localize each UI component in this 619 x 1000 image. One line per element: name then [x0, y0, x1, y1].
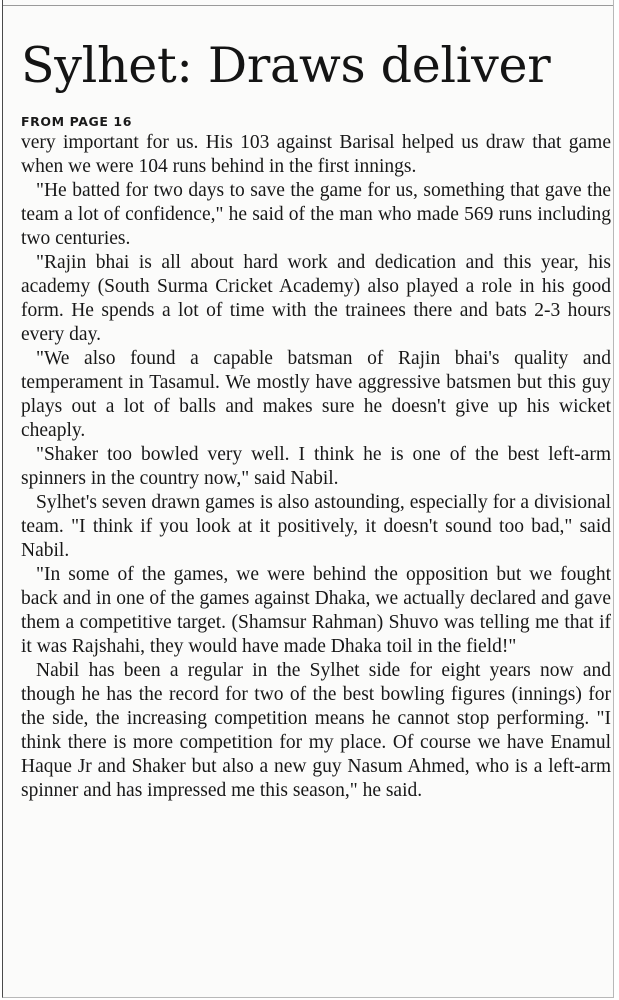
article-paragraph: "He batted for two days to save the game for us, something that gave the team a lot of confidence," he said of the man who made 569 runs including two centuries.	[21, 180, 611, 249]
article-paragraph: very important for us. His 103 against Barisal helped us draw that game when we were 104 runs behind in the first innings.	[21, 132, 611, 177]
article-paragraph: Nabil has been a regular in the Sylhet side for eight years now and though he has the record for two of the best bowling figures (innings) for the side, the increasing competition means he cannot stop performing. "I think there is more competition for my place. Of course we have Enamul Haque Jr and Shaker but also a new guy Nasum Ahmed, who is a left-arm spinner and has impressed me this season," he said.	[21, 660, 611, 801]
headline: Sylhet: Draws deliver	[21, 37, 551, 94]
article-paragraph: "Shaker too bowled very well. I think he is one of the best left-arm spinners in the country now," said Nabil.	[21, 444, 611, 489]
top-rule	[3, 0, 613, 6]
article-paragraph: "We also found a capable batsman of Rajin bhai's quality and temperament in Tasamul. We mostly have aggressive batsmen but this guy plays out a lot of balls and makes sure he doesn't give up his wicket cheaply.	[21, 348, 611, 441]
newspaper-clipping	[2, 0, 614, 998]
continued-from-label: FROM PAGE 16	[21, 114, 133, 129]
article-paragraph: Sylhet's seven drawn games is also astounding, especially for a divisional team. "I think if you look at it positively, it doesn't sound too bad," said Nabil.	[21, 492, 611, 561]
article-body	[21, 131, 611, 803]
article-paragraph: "Rajin bhai is all about hard work and dedication and this year, his academy (South Surma Cricket Academy) also played a role in his good form. He spends a lot of time with the trainees there and bats 2-3 hours every day.	[21, 252, 611, 345]
article-paragraph: "In some of the games, we were behind the opposition but we fought back and in one of the games against Dhaka, we actually declared and gave them a competitive target. (Shamsur Rahman) Shuvo was telling me that if it was Rajshahi, they would have made Dhaka toil in the field!"	[21, 564, 611, 657]
